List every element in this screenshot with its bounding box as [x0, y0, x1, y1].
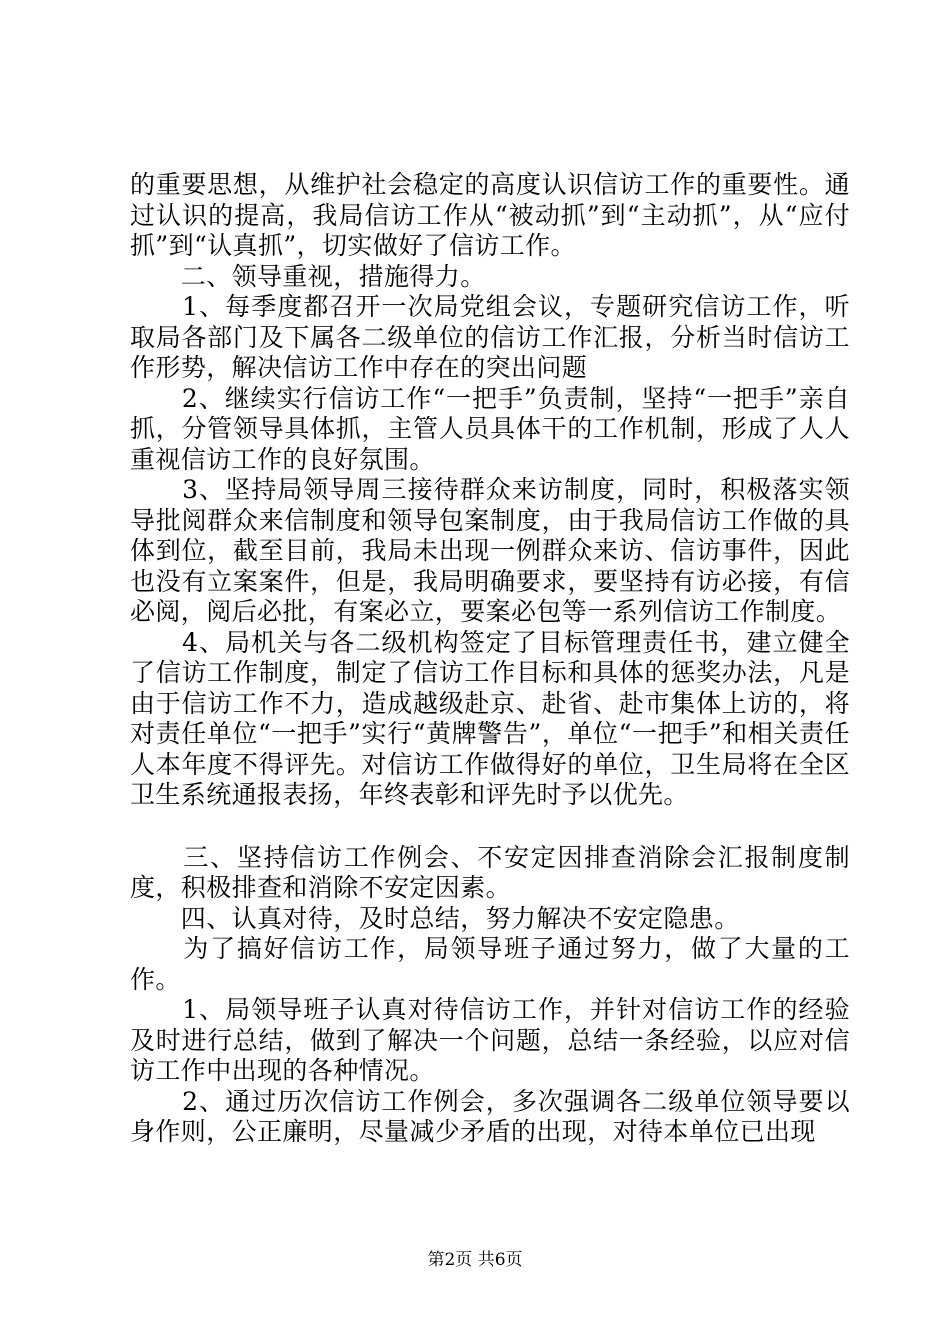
section-heading-2: 二、领导重视，措施得力。	[130, 261, 486, 291]
page-number-footer: 第2页 共6页	[427, 1250, 523, 1270]
paragraph-item-1: 1、每季度都召开一次局党组会议，专题研究信访工作，听取局各部门及下属各二级单位的信访工作汇报，分析当时信访工作形势，解决信访工作中存在的突出问题	[130, 292, 850, 382]
paragraph-item-3: 3、坚持局领导周三接待群众来访制度，同时，积极落实领导批阅群众来信制度和领导包案制度，由于我局信访工作做的具体到位，截至目前，我局未出现一例群众来访、信访事件，因此也没有立案案件，但是，我局明确要求，要坚持有访必接，有信必阅，阅后必批，有案必立，要案必包等一系列信访工作制度。	[130, 475, 850, 626]
section-heading-3: 三、坚持信访工作例会、不安定因排查消除会汇报制度制度，积极排查和消除不安定因素。	[130, 842, 850, 902]
paragraph-item-1b: 1、局领导班子认真对待信访工作，并针对信访工作的经验及时进行总结，做到了解决一个问题，总结一条经验，以应对信访工作中出现的各种情况。	[130, 995, 850, 1085]
paragraph-continuation: 的重要思想，从维护社会稳定的高度认识信访工作的重要性。通过认识的提高，我局信访工作从“被动抓”到“主动抓”，从“应付抓”到“认真抓”，切实做好了信访工作。	[130, 170, 850, 260]
paragraph-intro: 为了搞好信访工作，局领导班子通过努力，做了大量的工作。	[130, 934, 850, 994]
section-heading-4: 四、认真对待，及时总结，努力解决不安定隐患。	[130, 903, 740, 933]
paragraph-item-4: 4、局机关与各二级机构签定了目标管理责任书，建立健全了信访工作制度，制定了信访工作目标和具体的惩奖办法，凡是由于信访工作不力，造成越级赴京、赴省、赴市集体上访的，将对责任单位“一把手”实行“黄牌警告”，单位“一把手”和相关责任人本年度不得评先。对信访工作做得好的单位，卫生局将在全区卫生系统通报表扬，年终表彰和评先时予以优先。	[130, 627, 850, 809]
paragraph-item-2b: 2、通过历次信访工作例会，多次强调各二级单位领导要以身作则，公正廉明，尽量减少矛盾的出现，对待本单位已出现	[130, 1086, 850, 1146]
paragraph-item-2: 2、继续实行信访工作“一把手”负责制，坚持“一把手”亲自抓，分管领导具体抓，主管人员具体干的工作机制，形成了人人重视信访工作的良好氛围。	[130, 383, 850, 474]
paragraph-gap	[130, 811, 850, 843]
document-body	[130, 170, 850, 1148]
